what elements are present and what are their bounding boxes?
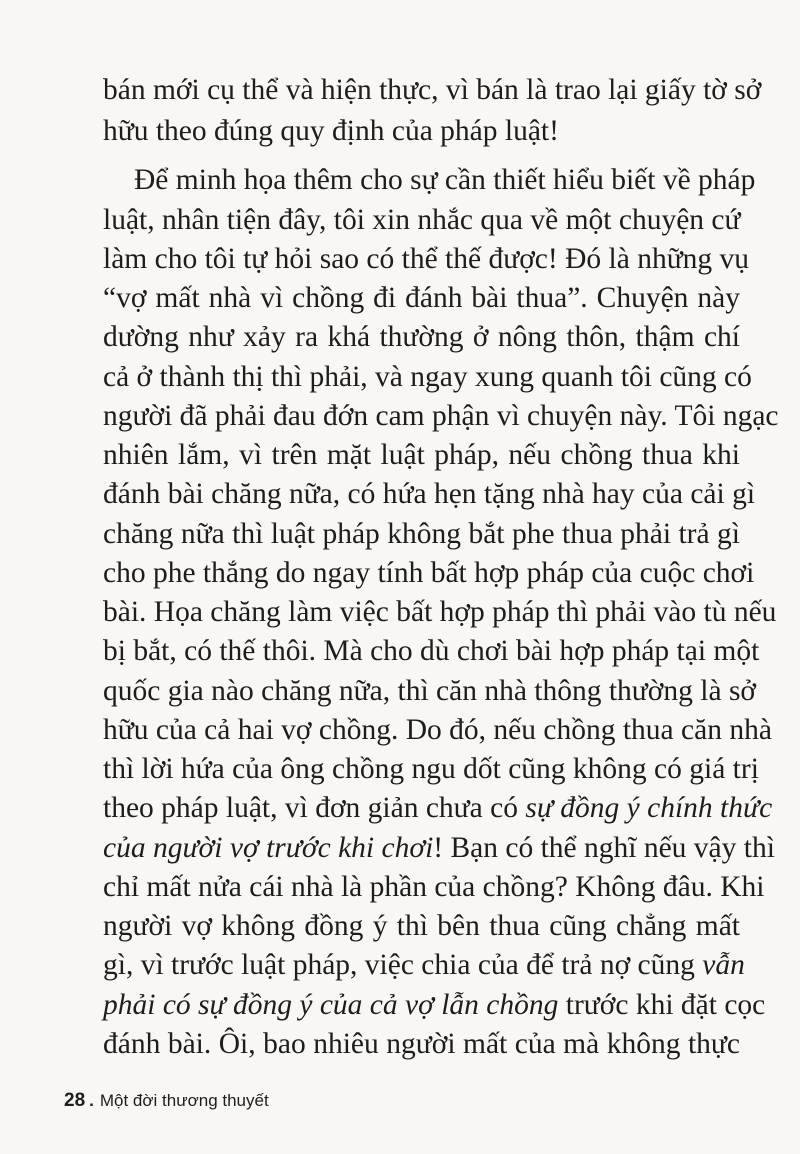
running-title: Một đời thương thuyết: [99, 1091, 269, 1110]
body-text-line: làm cho tôi tự hỏi sao có thể thế được! Đó là những vụ: [103, 243, 750, 275]
body-text-line: thì lời hứa của ông chồng ngu dốt cũng không có giá trị: [103, 753, 759, 785]
body-text-line: hữu của cả hai vợ chồng. Do đó, nếu chồng thua căn nhà: [103, 714, 772, 746]
body-text-line: quốc gia nào chăng nữa, thì căn nhà thông thường là sở: [103, 675, 757, 707]
body-text-line: dường như xảy ra khá thường ở nông thôn, thậm chí: [103, 321, 740, 353]
body-text-line: người đã phải đau đớn cam phận vì chuyện này. Tôi ngạc: [103, 400, 779, 432]
body-text-line: “vợ mất nhà vì chồng đi đánh bài thua”. Chuyện này: [103, 282, 740, 314]
text-run: theo pháp luật, vì đơn giản chưa có: [103, 792, 526, 824]
body-text-line: chăng nữa thì luật pháp không bắt phe thua phải trả gì: [103, 518, 740, 550]
body-text-line: [103, 831, 775, 865]
body-text-line: hữu theo đúng quy định của pháp luật!: [103, 115, 559, 147]
text-run: ! Bạn có thể nghĩ nếu vậy thì: [433, 832, 775, 864]
page-number: 28: [64, 1090, 86, 1111]
italic-text-run: của người vợ trước khi chơi: [103, 832, 434, 864]
footer-separator: .: [89, 1091, 94, 1110]
italic-text-run: vẫn: [702, 949, 745, 981]
body-text-line: [103, 948, 745, 982]
body-text-line: bị bắt, có thế thôi. Mà cho dù chơi bài hợp pháp tại một: [103, 635, 760, 667]
body-text-line: [103, 988, 766, 1022]
body-text-line: đánh bài chăng nữa, có hứa hẹn tặng nhà hay của cải gì: [103, 478, 756, 510]
body-text-line: nhiên lắm, vì trên mặt luật pháp, nếu chồng thua khi: [103, 439, 740, 471]
body-text-line: Để minh họa thêm cho sự cần thiết hiểu biết về pháp: [134, 164, 756, 196]
body-text-line: luật, nhân tiện đây, tôi xin nhắc qua về một chuyện cứ: [103, 204, 741, 236]
body-text-line: bán mới cụ thể và hiện thực, vì bán là trao lại giấy tờ sở: [103, 74, 762, 106]
italic-text-run: sự đồng ý chính thức: [525, 792, 773, 824]
page-footer: [64, 1090, 269, 1112]
body-text-line: cho phe thắng do ngay tính bất hợp pháp của cuộc chơi: [103, 557, 755, 589]
body-text-line: chỉ mất nửa cái nhà là phần của chồng? Không đâu. Khi: [103, 871, 765, 903]
text-run: gì, vì trước luật pháp, việc chia của để trả nợ cũng: [103, 949, 703, 981]
body-text-line: cả ở thành thị thì phải, và ngay xung quanh tôi cũng có: [103, 361, 752, 393]
text-run: trước khi đặt cọc: [558, 989, 766, 1021]
body-text-line: đánh bài. Ôi, bao nhiêu người mất của mà không thực: [103, 1028, 740, 1060]
body-text-line: người vợ không đồng ý thì bên thua cũng chẳng mất: [103, 910, 740, 942]
italic-text-run: phải có sự đồng ý của cả vợ lẫn chồng: [103, 989, 559, 1021]
body-text-line: bài. Họa chăng làm việc bất hợp pháp thì phải vào tù nếu: [103, 596, 777, 628]
body-text-line: [103, 791, 773, 825]
